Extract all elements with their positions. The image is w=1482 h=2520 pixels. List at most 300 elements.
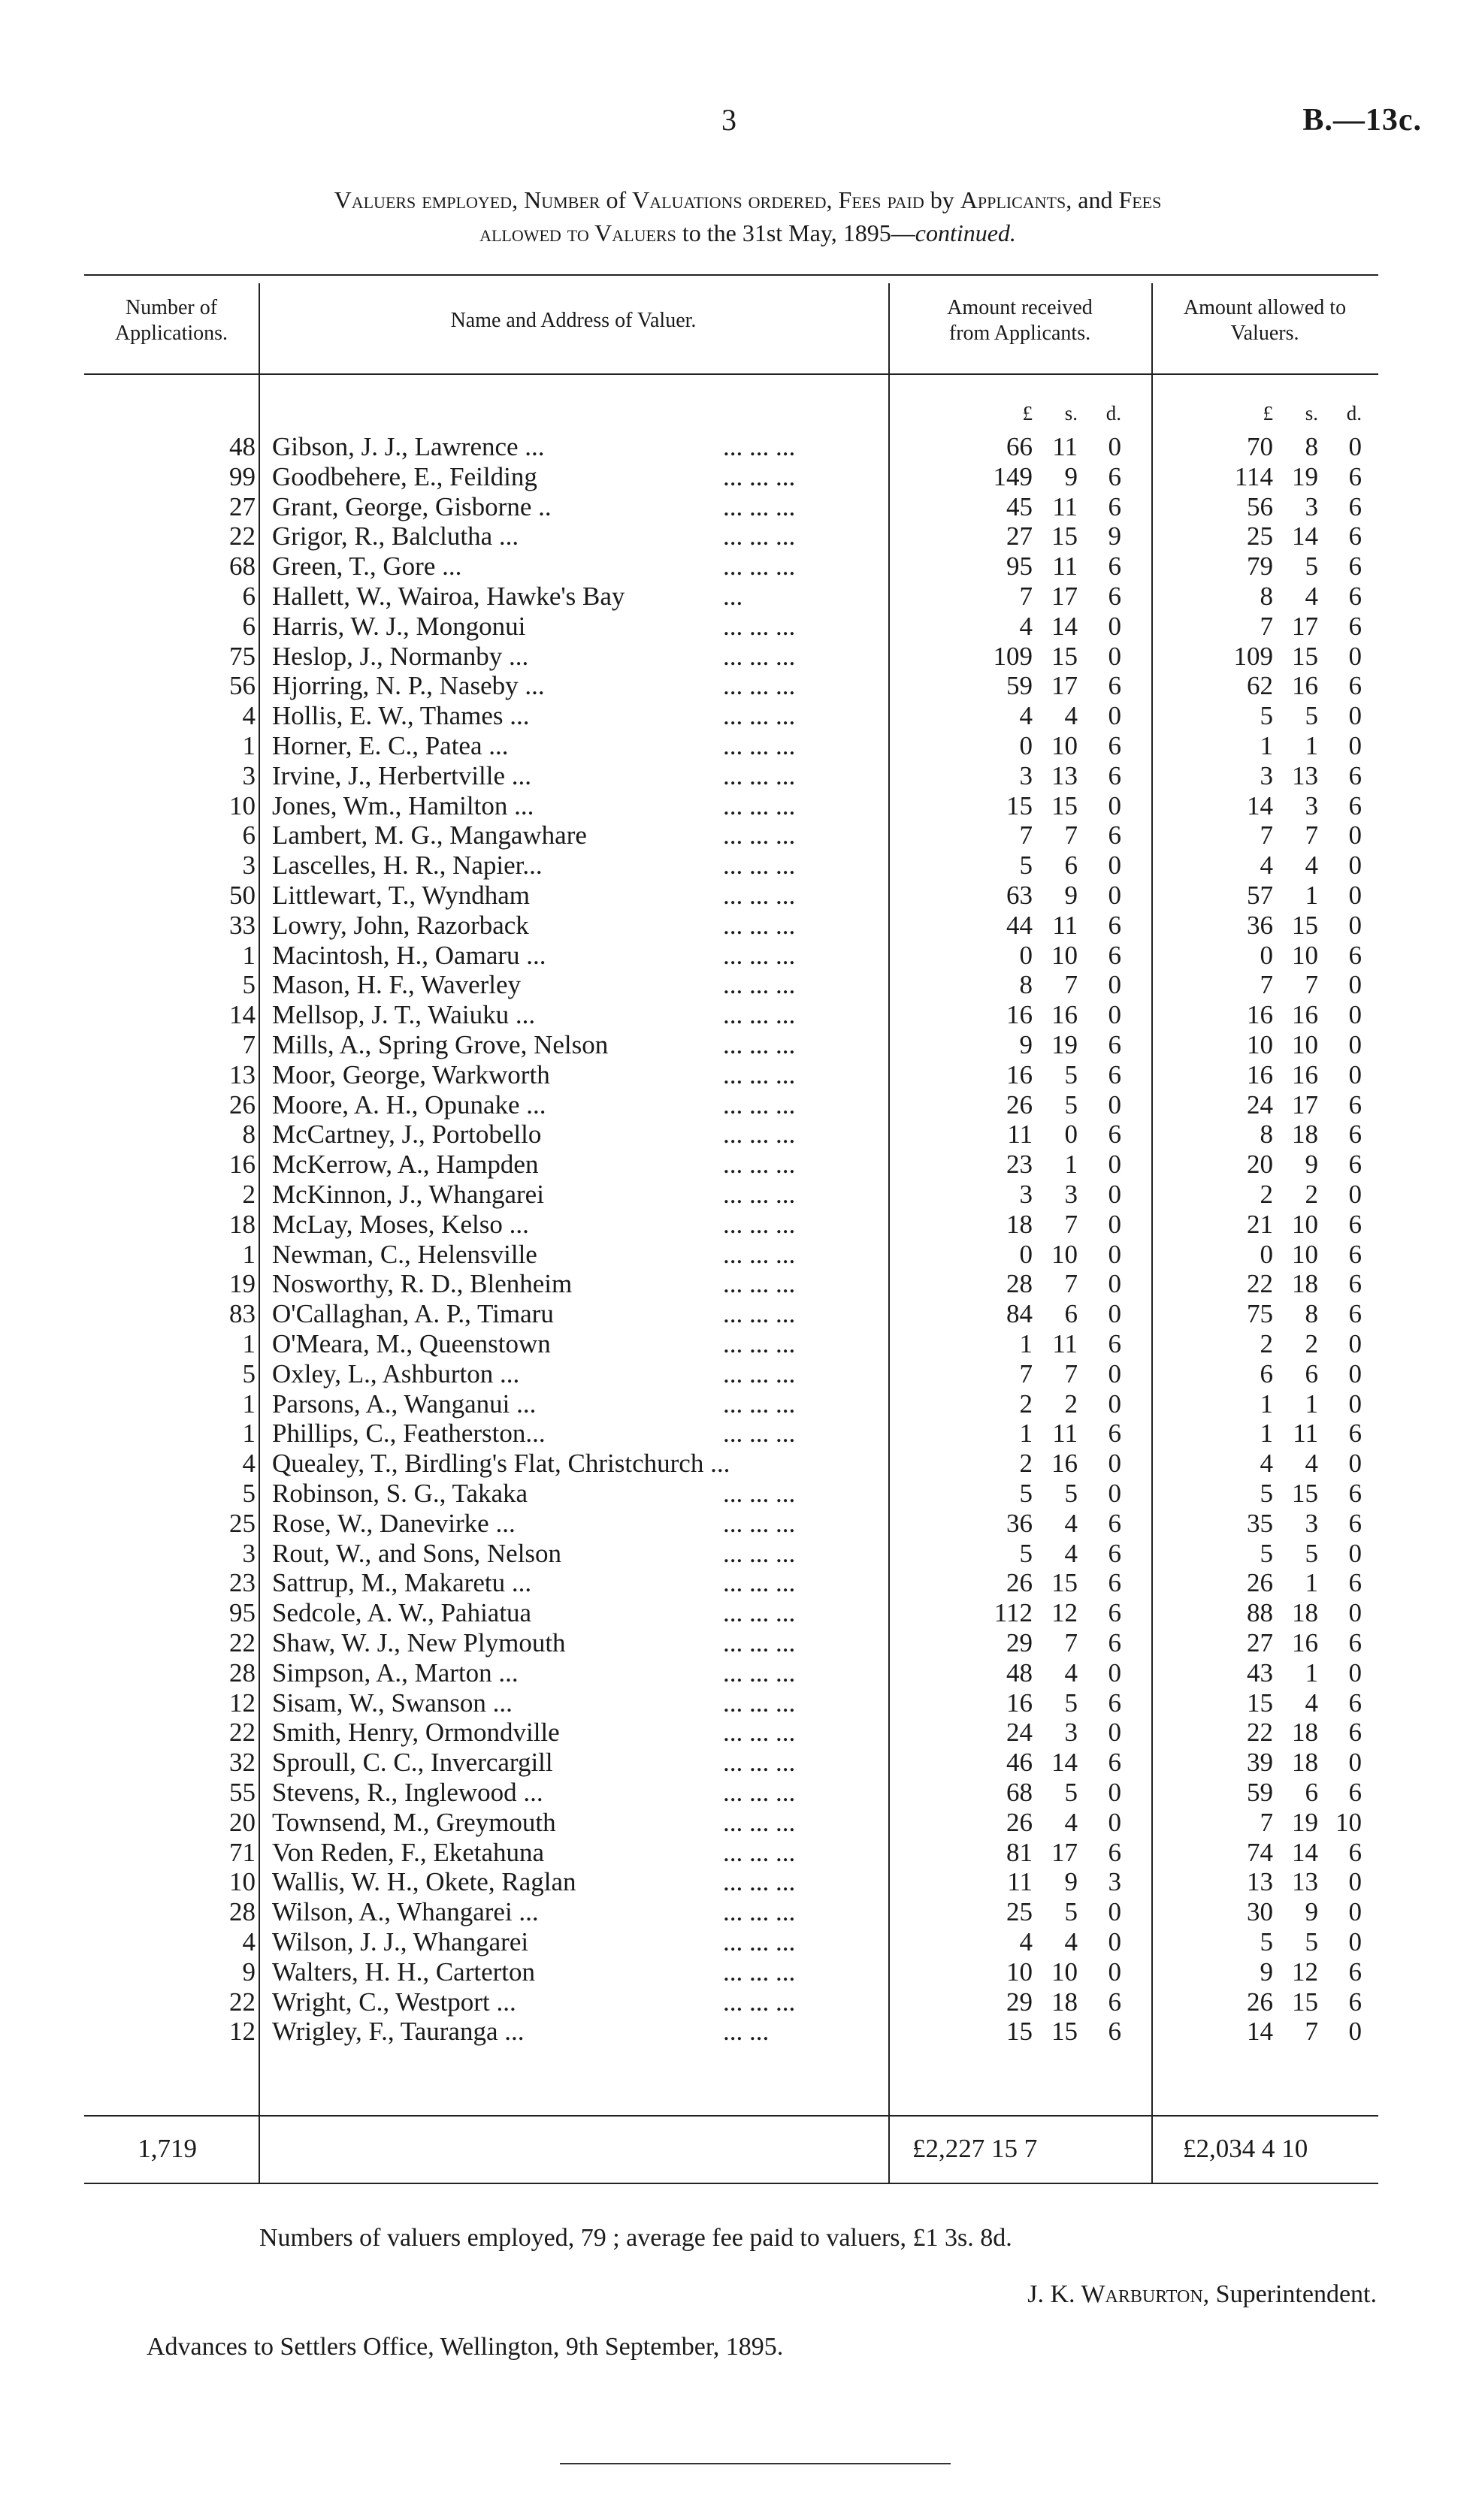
- received-pence: 0: [1108, 1388, 1121, 1419]
- received-pence: 0: [1108, 881, 1121, 910]
- allowed-pence: 6: [1348, 1479, 1362, 1508]
- received-pounds: 10: [1006, 1956, 1033, 1987]
- totals-top-rule: [84, 2115, 1378, 2117]
- allowed-pounds: 74: [1247, 1837, 1273, 1867]
- applications-count: 48: [229, 432, 256, 461]
- leader-dots: ... ... ...: [723, 940, 796, 970]
- applications-count: 10: [229, 790, 256, 820]
- allowed-pounds: 21: [1247, 1209, 1273, 1239]
- allowed-shillings: 7: [1305, 970, 1318, 1000]
- valuer-name: Sattrup, M., Makaretu ...: [272, 1568, 532, 1598]
- received-pence: 6: [1108, 820, 1121, 851]
- leader-dots: ... ... ...: [723, 970, 796, 1000]
- allowed-pounds: 22: [1247, 1269, 1273, 1299]
- allowed-pence: 6: [1348, 1987, 1362, 2017]
- allowed-pence: 6: [1348, 1568, 1362, 1598]
- received-pounds: 26: [1006, 1807, 1033, 1837]
- received-shillings: 5: [1064, 1688, 1078, 1718]
- allowed-pounds: 26: [1247, 1568, 1273, 1598]
- table-row: [84, 1210, 1378, 1239]
- received-pence: 6: [1108, 731, 1121, 760]
- valuer-name: Mellsop, J. T., Waiuku ...: [272, 1000, 536, 1030]
- allowed-pounds: 79: [1247, 551, 1273, 582]
- valuer-name: Rose, W., Danevirke ...: [272, 1508, 516, 1538]
- received-shillings: 18: [1051, 1987, 1078, 2017]
- leader-dots: ... ... ...: [723, 611, 796, 641]
- leader-dots: ... ... ...: [723, 1000, 796, 1030]
- leader-dots: ... ... ...: [723, 521, 796, 551]
- allowed-pounds: 1: [1260, 1388, 1273, 1419]
- leader-dots: ... ... ...: [723, 491, 796, 521]
- allowed-pounds: 14: [1247, 790, 1273, 820]
- received-pounds: 36: [1006, 1508, 1033, 1538]
- allowed-pounds: 62: [1247, 671, 1273, 701]
- table-row: [84, 1329, 1378, 1358]
- valuer-name: Oxley, L., Ashburton ...: [272, 1358, 520, 1388]
- allowed-pounds: 15: [1247, 1688, 1273, 1718]
- header-text: Amount received: [947, 296, 1093, 319]
- header-text: Valuers.: [1230, 322, 1299, 345]
- valuer-name: Robinson, S. G., Takaka: [272, 1479, 528, 1508]
- applications-count: 75: [229, 641, 256, 671]
- received-pounds: 5: [1019, 851, 1033, 881]
- applications-count: 4: [242, 1927, 256, 1956]
- received-shillings: 10: [1051, 940, 1078, 970]
- valuer-name: Mills, A., Spring Grove, Nelson: [272, 1030, 609, 1059]
- leader-dots: ... ... ...: [723, 881, 796, 910]
- table-row: [84, 1509, 1378, 1538]
- received-pence: 0: [1108, 1956, 1121, 1987]
- applications-count: 23: [229, 1568, 256, 1598]
- received-pounds: 0: [1019, 940, 1033, 970]
- received-pounds: 63: [1006, 881, 1033, 910]
- allowed-pence: 0: [1348, 820, 1362, 851]
- leader-dots: ... ... ...: [723, 1180, 796, 1209]
- table-row: [84, 1867, 1378, 1896]
- valuer-name: Sisam, W., Swanson ...: [272, 1688, 513, 1718]
- valuer-name: Hallett, W., Wairoa, Hawke's Bay: [272, 582, 625, 611]
- received-pence: 0: [1108, 1239, 1121, 1269]
- summary-note: Numbers of valuers employed, 79 ; average fee paid to valuers, £1 3s. 8d.: [259, 2224, 1012, 2252]
- received-shillings: 17: [1051, 582, 1078, 611]
- leader-dots: ... ... ...: [723, 1778, 796, 1807]
- received-shillings: 11: [1052, 910, 1078, 940]
- table-row: [84, 1119, 1378, 1149]
- title-part: Valuers employed: [334, 186, 513, 213]
- allowed-shillings: 5: [1305, 701, 1318, 731]
- header-received: [888, 295, 1151, 346]
- received-pounds: 18: [1006, 1209, 1033, 1239]
- allowed-pence: 6: [1348, 1778, 1362, 1807]
- allowed-pence: 10: [1335, 1807, 1362, 1837]
- allowed-shillings: 16: [1292, 1059, 1318, 1089]
- applications-count: 55: [229, 1778, 256, 1807]
- allowed-shillings: 9: [1305, 1150, 1318, 1180]
- title-part: of: [600, 186, 633, 213]
- leader-dots: ... ...: [723, 2017, 770, 2047]
- table-row: [84, 970, 1378, 999]
- table-row: [84, 761, 1378, 790]
- currency-pence: d.: [1346, 402, 1362, 425]
- valuer-name: Lowry, John, Razorback: [272, 910, 529, 940]
- table-row: [84, 1688, 1378, 1718]
- allowed-pence: 0: [1348, 1388, 1362, 1419]
- allowed-pence: 0: [1348, 910, 1362, 940]
- office-date: Advances to Settlers Office, Wellington, 9th September, 1895.: [147, 2333, 784, 2361]
- valuer-name: Rout, W., and Sons, Nelson: [272, 1538, 562, 1568]
- applications-count: 4: [242, 701, 256, 731]
- table-row: [84, 1897, 1378, 1926]
- leader-dots: ... ... ...: [723, 790, 796, 820]
- valuer-name: Wallis, W. H., Okete, Raglan: [272, 1867, 576, 1897]
- received-pounds: 16: [1006, 1000, 1033, 1030]
- received-pounds: 4: [1019, 611, 1033, 641]
- allowed-pence: 0: [1348, 1867, 1362, 1897]
- allowed-pence: 0: [1348, 1059, 1362, 1089]
- allowed-pence: 0: [1348, 1657, 1362, 1688]
- leader-dots: ... ... ...: [723, 1239, 796, 1269]
- applications-count: 6: [242, 611, 256, 641]
- valuer-name: Moor, George, Warkworth: [272, 1059, 550, 1089]
- received-pence: 0: [1108, 1209, 1121, 1239]
- allowed-shillings: 13: [1292, 760, 1318, 790]
- leader-dots: ... ... ...: [723, 461, 796, 491]
- allowed-shillings: 17: [1292, 611, 1318, 641]
- allowed-pounds: 10: [1247, 1030, 1273, 1059]
- received-pounds: 23: [1006, 1150, 1033, 1180]
- title-part: Applicants: [960, 186, 1066, 213]
- received-pounds: 66: [1006, 432, 1033, 461]
- table-row: [84, 1180, 1378, 1209]
- received-pence: 6: [1108, 1568, 1121, 1598]
- leader-dots: ... ... ...: [723, 1388, 796, 1419]
- allowed-pence: 6: [1348, 611, 1362, 641]
- received-shillings: 16: [1051, 1000, 1078, 1030]
- received-shillings: 15: [1051, 641, 1078, 671]
- closing-rule: [560, 2463, 951, 2464]
- allowed-pence: 0: [1348, 701, 1362, 731]
- currency-shillings: s.: [1305, 402, 1318, 425]
- currency-pounds: £: [1263, 402, 1273, 425]
- received-shillings: 7: [1064, 1209, 1078, 1239]
- table-row: [84, 1389, 1378, 1419]
- allowed-pence: 0: [1348, 1000, 1362, 1030]
- received-shillings: 19: [1051, 1030, 1078, 1059]
- table-row: [84, 1539, 1378, 1568]
- leader-dots: ... ... ...: [723, 1867, 796, 1897]
- allowed-pence: 6: [1348, 1837, 1362, 1867]
- table-row: [84, 1150, 1378, 1179]
- table-title: [83, 183, 1413, 249]
- table-row: [84, 1718, 1378, 1747]
- received-pence: 0: [1108, 1479, 1121, 1508]
- applications-count: 6: [242, 582, 256, 611]
- allowed-pence: 6: [1348, 1628, 1362, 1657]
- received-pounds: 45: [1006, 491, 1033, 521]
- allowed-shillings: 4: [1305, 582, 1318, 611]
- received-pounds: 7: [1019, 820, 1033, 851]
- leader-dots: ... ... ...: [723, 910, 796, 940]
- applications-count: 1: [242, 1329, 256, 1358]
- header-allowed: [1151, 295, 1378, 346]
- allowed-pounds: 43: [1247, 1657, 1273, 1688]
- received-pounds: 84: [1006, 1299, 1033, 1329]
- leader-dots: ...: [723, 582, 743, 611]
- valuer-name: Wilson, A., Whangarei ...: [272, 1897, 539, 1927]
- applications-count: 4: [242, 1449, 256, 1479]
- page-number: 3: [721, 103, 736, 137]
- received-shillings: 17: [1051, 671, 1078, 701]
- table-row: [84, 941, 1378, 970]
- allowed-shillings: 13: [1292, 1867, 1318, 1897]
- valuer-name: Mason, H. F., Waverley: [272, 970, 522, 1000]
- title-part: Number: [524, 186, 600, 213]
- received-pounds: 16: [1006, 1688, 1033, 1718]
- received-shillings: 4: [1064, 1927, 1078, 1956]
- leader-dots: ... ... ...: [723, 1568, 796, 1598]
- table-row: [84, 911, 1378, 940]
- table-row: [84, 1090, 1378, 1119]
- title-part: ,: [826, 186, 839, 213]
- table-row: [84, 1808, 1378, 1837]
- applications-count: 27: [229, 491, 256, 521]
- table-row: [84, 1628, 1378, 1657]
- table-row: [84, 1778, 1378, 1807]
- leader-dots: ... ... ...: [723, 641, 796, 671]
- allowed-pence: 6: [1348, 521, 1362, 551]
- received-shillings: 15: [1051, 1568, 1078, 1598]
- allowed-pence: 0: [1348, 1358, 1362, 1388]
- received-pence: 6: [1108, 582, 1121, 611]
- currency-pence: d.: [1105, 402, 1121, 425]
- allowed-pounds: 1: [1260, 731, 1273, 760]
- received-pence: 0: [1108, 1807, 1121, 1837]
- allowed-pence: 0: [1348, 641, 1362, 671]
- allowed-pence: 6: [1348, 551, 1362, 582]
- title-part: by: [924, 186, 960, 213]
- title-line-2: [83, 216, 1413, 249]
- allowed-pounds: 7: [1260, 1807, 1273, 1837]
- signature-name: J. K. Warburton: [1027, 2280, 1203, 2308]
- received-shillings: 0: [1064, 1119, 1078, 1150]
- received-shillings: 4: [1064, 1538, 1078, 1568]
- allowed-shillings: 17: [1292, 1089, 1318, 1119]
- applications-count: 5: [242, 1358, 256, 1388]
- valuer-name: Parsons, A., Wanganui ...: [272, 1388, 537, 1419]
- received-pounds: 3: [1019, 760, 1033, 790]
- table-row: [84, 1927, 1378, 1956]
- allowed-shillings: 19: [1292, 1807, 1318, 1837]
- allowed-pence: 6: [1348, 790, 1362, 820]
- table-top-rule: [84, 274, 1378, 276]
- received-pounds: 68: [1006, 1778, 1033, 1807]
- received-pounds: 1: [1019, 1329, 1033, 1358]
- allowed-pence: 6: [1348, 1209, 1362, 1239]
- allowed-shillings: 16: [1292, 1000, 1318, 1030]
- valuer-name: Gibson, J. J., Lawrence ...: [272, 432, 545, 461]
- allowed-shillings: 10: [1292, 940, 1318, 970]
- allowed-pence: 6: [1348, 1718, 1362, 1748]
- allowed-shillings: 3: [1305, 790, 1318, 820]
- valuer-name: Nosworthy, R. D., Blenheim: [272, 1269, 573, 1299]
- received-pence: 6: [1108, 1508, 1121, 1538]
- allowed-pence: 6: [1348, 1299, 1362, 1329]
- applications-count: 99: [229, 461, 256, 491]
- valuer-name: Stevens, R., Inglewood ...: [272, 1778, 543, 1807]
- header-name: Name and Address of Valuer.: [450, 309, 697, 332]
- valuer-name: Wilson, J. J., Whangarei: [272, 1927, 529, 1956]
- allowed-pence: 0: [1348, 1329, 1362, 1358]
- received-shillings: 15: [1051, 2017, 1078, 2047]
- received-pounds: 15: [1006, 790, 1033, 820]
- header-text: Amount allowed to: [1183, 296, 1347, 319]
- header-text: Number of: [125, 296, 218, 319]
- allowed-pence: 6: [1348, 760, 1362, 790]
- received-shillings: 4: [1064, 1807, 1078, 1837]
- allowed-shillings: 1: [1305, 1388, 1318, 1419]
- received-pounds: 44: [1006, 910, 1033, 940]
- title-part: continued.: [915, 219, 1016, 246]
- table-row: [84, 1240, 1378, 1269]
- applications-count: 28: [229, 1657, 256, 1688]
- received-pence: 0: [1108, 1718, 1121, 1748]
- valuer-name: Horner, E. C., Patea ...: [272, 731, 509, 760]
- received-pence: 6: [1108, 760, 1121, 790]
- received-pounds: 95: [1006, 551, 1033, 582]
- applications-count: 12: [229, 2017, 256, 2047]
- title-part: Valuations ordered: [632, 186, 827, 213]
- valuer-name: Shaw, W. J., New Plymouth: [272, 1628, 566, 1657]
- received-pence: 0: [1108, 1089, 1121, 1119]
- received-shillings: 5: [1064, 1059, 1078, 1089]
- applications-count: 33: [229, 910, 256, 940]
- received-pence: 0: [1108, 1778, 1121, 1807]
- valuer-name: Harris, W. J., Mongonui: [272, 611, 526, 641]
- received-pence: 0: [1108, 611, 1121, 641]
- table-row: [84, 612, 1378, 641]
- allowed-pence: 6: [1348, 671, 1362, 701]
- allowed-pounds: 13: [1247, 1867, 1273, 1897]
- received-shillings: 3: [1064, 1718, 1078, 1748]
- table-row: [84, 1987, 1378, 2017]
- table-row: [84, 1748, 1378, 1777]
- allowed-pounds: 35: [1247, 1508, 1273, 1538]
- applications-count: 9: [242, 1956, 256, 1987]
- table-row: [84, 492, 1378, 521]
- allowed-shillings: 3: [1305, 491, 1318, 521]
- table-row: [84, 462, 1378, 491]
- received-shillings: 4: [1064, 1508, 1078, 1538]
- received-pounds: 26: [1006, 1089, 1033, 1119]
- applications-count: 22: [229, 1987, 256, 2017]
- received-pence: 6: [1108, 910, 1121, 940]
- valuer-name: McLay, Moses, Kelso ...: [272, 1209, 529, 1239]
- received-pence: 6: [1108, 1119, 1121, 1150]
- applications-count: 2: [242, 1180, 256, 1209]
- valuer-name: O'Meara, M., Queenstown: [272, 1329, 551, 1358]
- received-pounds: 11: [1007, 1867, 1033, 1897]
- received-shillings: 14: [1051, 611, 1078, 641]
- received-pounds: 15: [1006, 2017, 1033, 2047]
- received-pounds: 4: [1019, 701, 1033, 731]
- allowed-pounds: 6: [1260, 1358, 1273, 1388]
- applications-count: 28: [229, 1897, 256, 1927]
- allowed-pence: 0: [1348, 1897, 1362, 1927]
- applications-count: 68: [229, 551, 256, 582]
- received-pounds: 59: [1006, 671, 1033, 701]
- received-pounds: 28: [1006, 1269, 1033, 1299]
- valuer-name: Sedcole, A. W., Pahiatua: [272, 1598, 532, 1628]
- leader-dots: ... ... ...: [723, 1628, 796, 1657]
- received-pounds: 8: [1019, 970, 1033, 1000]
- allowed-pence: 0: [1348, 1927, 1362, 1956]
- received-pounds: 29: [1006, 1628, 1033, 1657]
- received-pounds: 5: [1019, 1538, 1033, 1568]
- leader-dots: ... ... ...: [723, 1956, 796, 1987]
- allowed-shillings: 16: [1292, 1628, 1318, 1657]
- allowed-pounds: 4: [1260, 851, 1273, 881]
- allowed-pence: 0: [1348, 1538, 1362, 1568]
- received-pence: 6: [1108, 1598, 1121, 1628]
- total-received: £2,227 15 7: [912, 2134, 1038, 2163]
- leader-dots: ... ... ...: [723, 1269, 796, 1299]
- allowed-pounds: 2: [1260, 1180, 1273, 1209]
- allowed-shillings: 10: [1292, 1209, 1318, 1239]
- received-pounds: 2: [1019, 1388, 1033, 1419]
- allowed-pounds: 3: [1260, 760, 1273, 790]
- allowed-shillings: 6: [1305, 1778, 1318, 1807]
- applications-count: 19: [229, 1269, 256, 1299]
- allowed-pounds: 25: [1247, 521, 1273, 551]
- received-pence: 6: [1108, 491, 1121, 521]
- applications-count: 1: [242, 1419, 256, 1449]
- allowed-shillings: 18: [1292, 1269, 1318, 1299]
- allowed-shillings: 1: [1305, 1568, 1318, 1598]
- allowed-shillings: 9: [1305, 1897, 1318, 1927]
- allowed-pence: 0: [1348, 1180, 1362, 1209]
- applications-count: 1: [242, 940, 256, 970]
- received-pence: 0: [1108, 1269, 1121, 1299]
- received-shillings: 5: [1064, 1089, 1078, 1119]
- received-pence: 6: [1108, 1748, 1121, 1778]
- applications-count: 56: [229, 671, 256, 701]
- applications-count: 1: [242, 1388, 256, 1419]
- allowed-pounds: 59: [1247, 1778, 1273, 1807]
- leader-dots: ... ... ...: [723, 1987, 796, 2017]
- title-part: Fees: [1118, 186, 1162, 213]
- leader-dots: ... ... ...: [723, 1837, 796, 1867]
- received-pence: 6: [1108, 2017, 1121, 2047]
- valuer-name: Sproull, C. C., Invercargill: [272, 1748, 553, 1778]
- allowed-shillings: 10: [1292, 1030, 1318, 1059]
- received-pence: 6: [1108, 1987, 1121, 2017]
- received-pounds: 16: [1006, 1059, 1033, 1089]
- leader-dots: ... ... ...: [723, 1748, 796, 1778]
- allowed-shillings: 18: [1292, 1119, 1318, 1150]
- applications-count: 8: [242, 1119, 256, 1150]
- valuer-name: McKerrow, A., Hampden: [272, 1150, 539, 1180]
- allowed-shillings: 15: [1292, 1987, 1318, 2017]
- allowed-pounds: 4: [1260, 1449, 1273, 1479]
- received-pence: 0: [1108, 641, 1121, 671]
- allowed-pence: 6: [1348, 940, 1362, 970]
- allowed-pence: 6: [1348, 582, 1362, 611]
- signature-title: , Superintendent.: [1202, 2280, 1377, 2308]
- received-pounds: 7: [1019, 582, 1033, 611]
- currency-pounds: £: [1022, 402, 1033, 425]
- table-row: [84, 881, 1378, 910]
- received-shillings: 5: [1064, 1897, 1078, 1927]
